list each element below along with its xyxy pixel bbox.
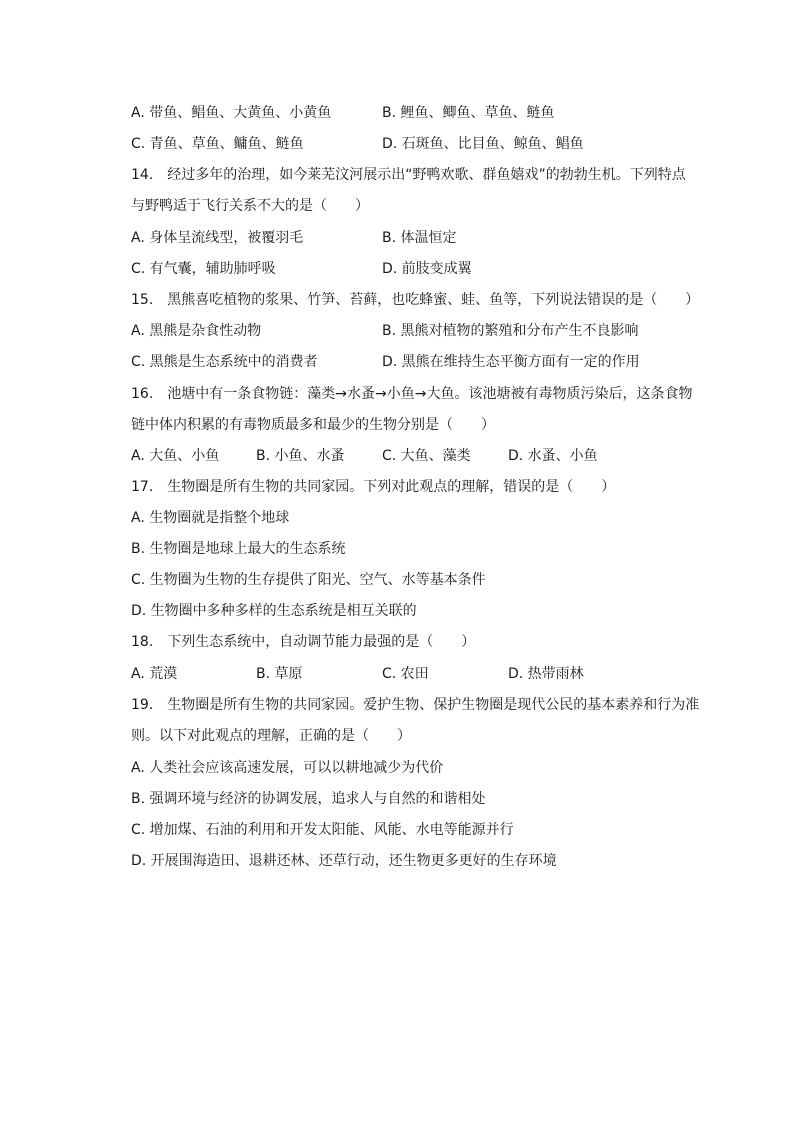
q13-option-b: B. 鲤鱼、鲫鱼、草鱼、鲢鱼 xyxy=(382,105,555,121)
q19-number: 19. xyxy=(131,697,154,713)
q17-stem-text-1: 生物圈是所有生物的共同家园。下列对此观点的理解，错误的是（ ） xyxy=(167,479,616,495)
q16-stem-line-2: 链中体内积累的有毒物质最多和最少的生物分别是（ ） xyxy=(131,417,495,433)
q18-option-d: D. 热带雨林 xyxy=(508,666,584,682)
q15-number: 15. xyxy=(131,292,154,308)
q16-number: 16. xyxy=(131,386,154,402)
q16-option-c: C. 大鱼、藻类 xyxy=(382,448,471,464)
q14-number: 14. xyxy=(131,167,154,183)
q19-option-a: A. 人类社会应该高速发展，可以以耕地减少为代价 xyxy=(131,760,444,776)
q18-option-c: C. 农田 xyxy=(382,666,429,682)
q18-option-b: B. 草原 xyxy=(256,666,303,682)
q14-stem-text-1: 经过多年的治理，如今莱芜汶河展示出“野鸭欢歌、群鱼嬉戏”的勃勃生机。下列特点 xyxy=(167,167,686,183)
q15-option-d: D. 黑熊在维持生态平衡方面有一定的作用 xyxy=(382,354,640,370)
q14-stem-line-1 xyxy=(131,167,686,183)
q17-option-b: B. 生物圈是地球上最大的生态系统 xyxy=(131,541,346,557)
q13-option-c: C. 青鱼、草鱼、鳙鱼、鲢鱼 xyxy=(131,136,304,152)
q16-option-a: A. 大鱼、小鱼 xyxy=(131,448,220,464)
q18-stem-line-1 xyxy=(131,634,475,650)
q19-option-d: D. 开展围海造田、退耕还林、还草行动，还生物更多更好的生存环境 xyxy=(131,853,557,869)
q15-option-c: C. 黑熊是生态系统中的消费者 xyxy=(131,354,318,370)
q13-option-d: D. 石斑鱼、比目鱼、鲸鱼、鲳鱼 xyxy=(382,136,584,152)
q14-option-d: D. 前肢变成翼 xyxy=(382,261,472,277)
q19-option-b: B. 强调环境与经济的协调发展，追求人与自然的和谐相处 xyxy=(131,791,486,807)
q16-option-d: D. 水蚤、小鱼 xyxy=(508,448,598,464)
q19-option-c: C. 增加煤、石油的利用和开发太阳能、风能、水电等能源并行 xyxy=(131,822,514,838)
q18-number: 18. xyxy=(131,634,154,650)
q19-stem-line-1 xyxy=(131,697,699,713)
q14-option-b: B. 体温恒定 xyxy=(382,230,457,246)
q17-option-d: D. 生物圈中多种多样的生态系统是相互关联的 xyxy=(131,603,417,619)
q19-stem-text-1: 生物圈是所有生物的共同家园。爱护生物、保护生物圈是现代公民的基本素养和行为准 xyxy=(167,697,700,713)
q14-stem-line-2: 与野鸭适于飞行关系不大的是（ ） xyxy=(131,198,369,214)
q17-option-a: A. 生物圈就是指整个地球 xyxy=(131,510,290,526)
q18-stem-text-1: 下列生态系统中，自动调节能力最强的是（ ） xyxy=(167,634,476,650)
q17-number: 17. xyxy=(131,479,154,495)
q17-stem-line-1 xyxy=(131,479,615,495)
q14-option-c: C. 有气囊，辅助肺呼吸 xyxy=(131,261,276,277)
q16-option-b: B. 小鱼、水蚤 xyxy=(256,448,345,464)
q13-option-a: A. 带鱼、鲳鱼、大黄鱼、小黄鱼 xyxy=(131,105,332,121)
q15-stem-line-1 xyxy=(131,292,699,308)
q15-option-a: A. 黑熊是杂食性动物 xyxy=(131,323,262,339)
q15-stem-text-1: 黑熊喜吃植物的浆果、竹笋、苔藓，也吃蜂蜜、蛙、鱼等，下列说法错误的是（ ） xyxy=(167,292,700,308)
q19-stem-line-2: 则。以下对此观点的理解，正确的是（ ） xyxy=(131,728,411,744)
q17-option-c: C. 生物圈为生物的生存提供了阳光、空气、水等基本条件 xyxy=(131,572,486,588)
q14-option-a: A. 身体呈流线型，被覆羽毛 xyxy=(131,230,304,246)
q16-stem-text-1: 池塘中有一条食物链：藻类→水蚤→小鱼→大鱼。该池塘被有毒物质污染后，这条食物 xyxy=(167,386,693,402)
q18-option-a: A. 荒漠 xyxy=(131,666,178,682)
q15-option-b: B. 黑熊对植物的繁殖和分布产生不良影响 xyxy=(382,323,639,339)
q16-stem-line-1 xyxy=(131,386,692,402)
